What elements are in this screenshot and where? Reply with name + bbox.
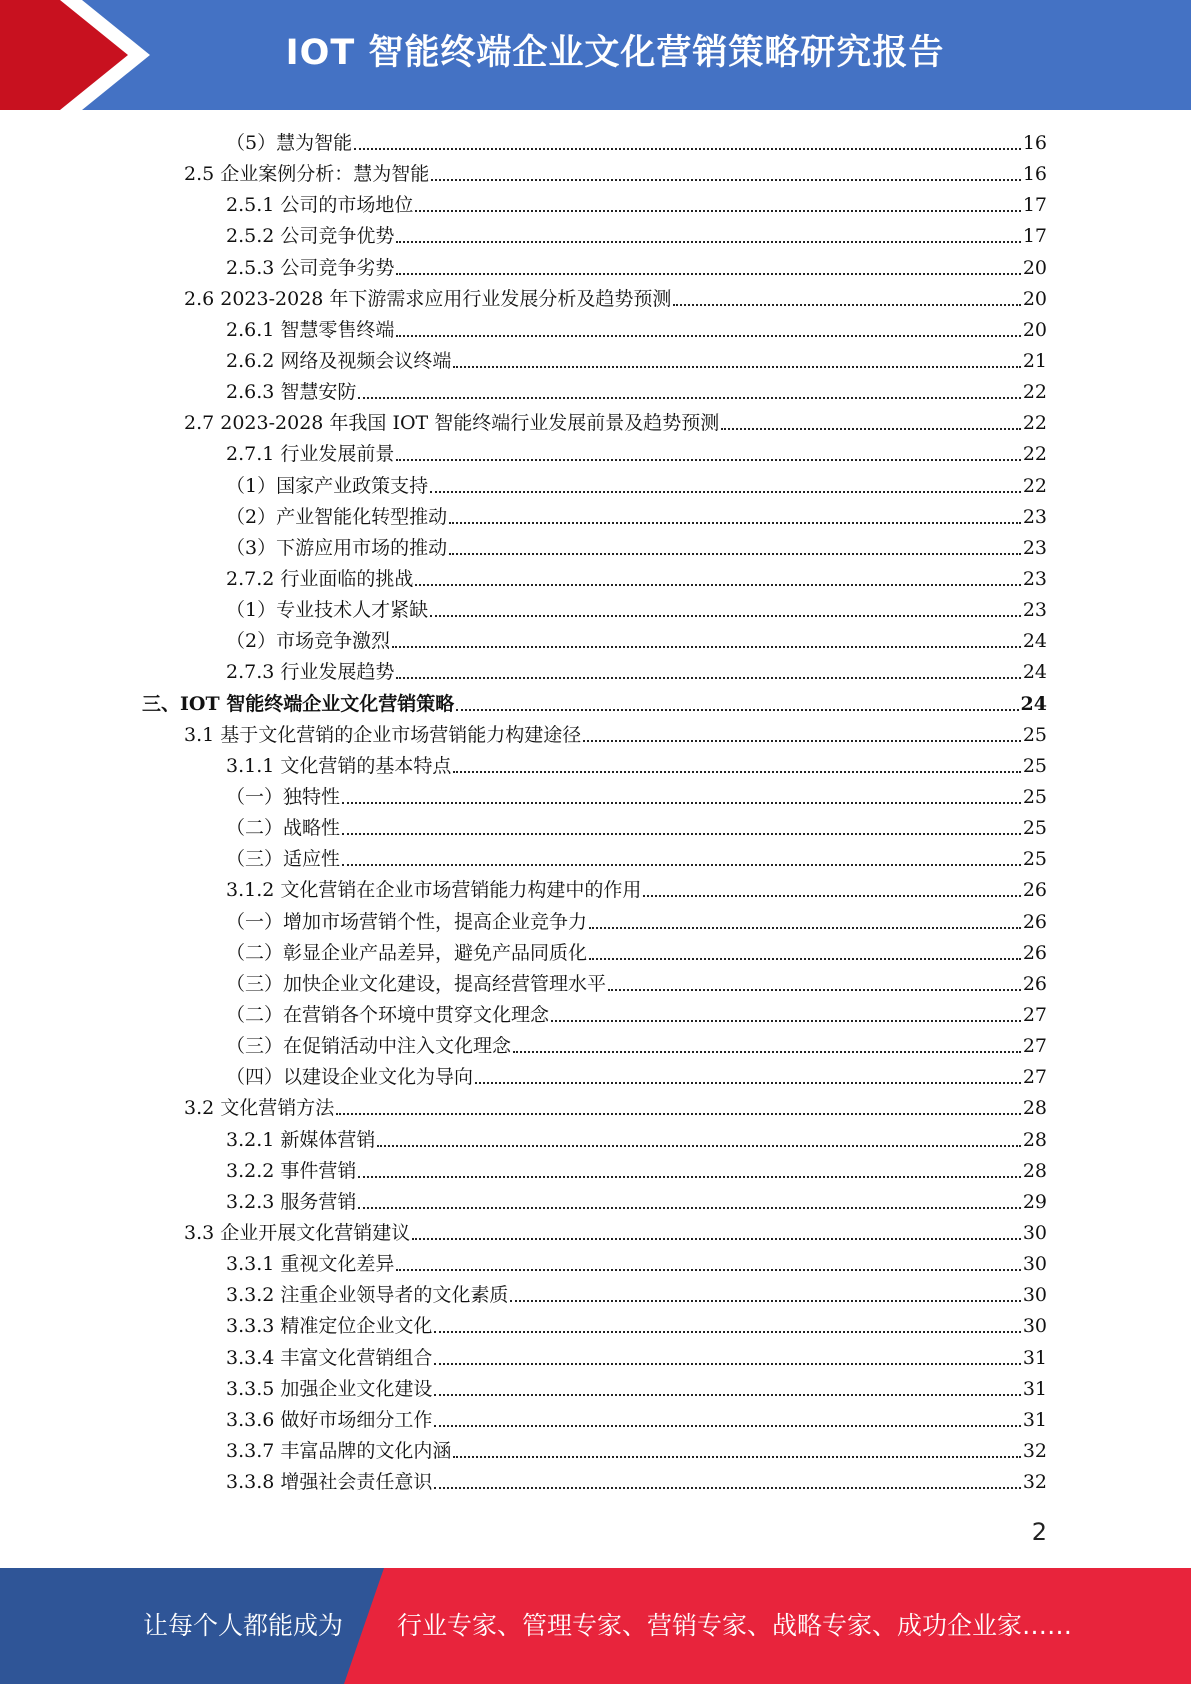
toc-entry-page: 27 [1022,1035,1047,1058]
toc-entry-title: 3.3.8 增强社会责任意识 [226,1471,433,1494]
toc-entry[interactable] [0,938,1191,969]
toc-entry[interactable] [0,284,1191,315]
toc-dot-leader [358,377,1020,408]
toc-entry[interactable] [0,315,1191,346]
toc-entry-title: 3.1.1 文化营销的基本特点 [226,754,452,777]
toc-entry-title: 3.3.1 重视文化差异 [226,1253,395,1276]
toc-entry-title: 2.5 企业案例分析：慧为智能 [184,163,430,186]
toc-entry[interactable] [0,1342,1191,1373]
toc-entry[interactable] [0,159,1191,190]
toc-entry-title: 2.7 2023-2028 年我国 IOT 智能终端行业发展前景及趋势预测 [184,412,720,435]
toc-entry[interactable] [0,253,1191,284]
page-header [0,0,1191,110]
toc-dot-leader [589,938,1021,969]
toc-dot-leader [475,1062,1021,1093]
toc-entry[interactable] [0,346,1191,377]
toc-dot-leader [377,1125,1020,1156]
toc-entry-title: （3）下游应用市场的推动 [226,536,448,559]
table-of-contents [0,128,1191,1498]
toc-entry[interactable] [0,1374,1191,1405]
toc-entry-title: 3.3.3 精准定位企业文化 [226,1315,433,1338]
toc-entry-title: 3.2.2 事件营销 [226,1159,357,1182]
toc-dot-leader [513,1031,1021,1062]
toc-entry[interactable] [0,1218,1191,1249]
toc-entry[interactable] [0,471,1191,502]
toc-entry[interactable] [0,408,1191,439]
toc-entry-page: 16 [1022,163,1047,186]
toc-dot-leader [434,1405,1020,1436]
toc-entry-title: 三、IOT 智能终端企业文化营销策略 [142,692,455,715]
toc-entry-page: 22 [1022,381,1047,404]
toc-entry-page: 17 [1022,225,1047,248]
toc-dot-leader [396,315,1020,346]
toc-dot-leader [336,1093,1021,1124]
toc-entry-page: 24 [1022,630,1047,653]
toc-entry[interactable] [0,657,1191,688]
toc-entry-title: 2.5.1 公司的市场地位 [226,194,414,217]
toc-entry-title: （三）加快企业文化建设，提高经营管理水平 [226,972,607,995]
toc-dot-leader [643,875,1020,906]
toc-entry-title: （一）增加市场营销个性，提高企业竞争力 [226,910,588,933]
toc-entry-page: 29 [1022,1190,1047,1213]
toc-entry-page: 25 [1022,848,1047,871]
toc-entry[interactable] [0,221,1191,252]
toc-entry-page: 30 [1022,1284,1047,1307]
toc-entry[interactable] [0,377,1191,408]
toc-entry-title: 2.6 2023-2028 年下游需求应用行业发展分析及趋势预测 [184,287,672,310]
toc-entry-page: 20 [1022,256,1047,279]
toc-entry-title: （四）以建设企业文化为导向 [226,1066,474,1089]
toc-dot-leader [430,471,1021,502]
toc-entry-title: （2）产业智能化转型推动 [226,505,448,528]
toc-dot-leader [449,533,1021,564]
toc-dot-leader [510,1280,1020,1311]
toc-entry-page: 25 [1022,817,1047,840]
toc-entry[interactable] [0,1000,1191,1031]
toc-entry-page: 25 [1022,723,1047,746]
toc-entry[interactable] [0,1280,1191,1311]
toc-entry-title: 3.1.2 文化营销在企业市场营销能力构建中的作用 [226,879,642,902]
toc-entry-page: 23 [1022,536,1047,559]
toc-entry-page: 26 [1022,972,1047,995]
toc-entry-page: 24 [1022,661,1047,684]
toc-entry-title: （二）彰显企业产品差异，避免产品同质化 [226,941,588,964]
toc-dot-leader [449,502,1021,533]
toc-dot-leader [358,1156,1020,1187]
toc-entry-title: （二）战略性 [226,817,341,840]
toc-entry-page: 25 [1022,786,1047,809]
toc-entry-title: 3.3.5 加强企业文化建设 [226,1377,433,1400]
toc-entry-title: 3.3.7 丰富品牌的文化内涵 [226,1439,452,1462]
toc-entry[interactable] [0,907,1191,938]
toc-entry[interactable] [0,439,1191,470]
toc-entry[interactable] [0,1311,1191,1342]
toc-entry-page: 23 [1022,568,1047,591]
toc-entry-page: 31 [1022,1346,1047,1369]
toc-entry-page: 24 [1020,692,1047,715]
toc-entry-page: 28 [1022,1128,1047,1151]
toc-dot-leader [415,564,1020,595]
toc-dot-leader [342,782,1021,813]
toc-entry[interactable] [0,564,1191,595]
toc-entry-page: 25 [1022,754,1047,777]
toc-entry-page: 20 [1022,318,1047,341]
toc-entry-page: 28 [1022,1159,1047,1182]
toc-dot-leader [396,1249,1020,1280]
toc-entry[interactable] [0,969,1191,1000]
toc-entry[interactable] [0,190,1191,221]
toc-entry-title: （1）专业技术人才紧缺 [226,599,429,622]
toc-entry-title: （三）适应性 [226,848,341,871]
toc-dot-leader [434,1467,1020,1498]
toc-entry-page: 23 [1022,505,1047,528]
toc-entry-page: 27 [1022,1004,1047,1026]
toc-entry-title: 2.5.3 公司竞争劣势 [226,256,395,279]
toc-entry[interactable] [0,1062,1191,1093]
toc-entry[interactable] [0,751,1191,782]
toc-dot-leader [354,128,1021,159]
toc-dot-leader [434,1311,1020,1342]
toc-entry-title: 3.2 文化营销方法 [184,1097,335,1120]
toc-entry-page: 27 [1022,1066,1047,1089]
toc-entry-page: 17 [1022,194,1047,217]
toc-entry-title: （1）国家产业政策支持 [226,474,429,497]
toc-entry-title: 3.1 基于文化营销的企业市场营销能力构建途径 [184,723,582,746]
toc-entry-page: 26 [1022,879,1047,902]
toc-entry[interactable] [0,502,1191,533]
toc-entry-page: 20 [1022,287,1047,310]
toc-entry-title: 2.6.1 智慧零售终端 [226,318,395,341]
toc-dot-leader [342,844,1021,875]
toc-entry-title: （一）独特性 [226,786,341,809]
toc-dot-leader [392,626,1021,657]
toc-entry-title: 2.5.2 公司竞争优势 [226,225,395,248]
toc-entry-title: 2.7.1 行业发展前景 [226,443,395,466]
toc-dot-leader [412,1218,1021,1249]
toc-entry-page: 30 [1022,1221,1047,1244]
toc-entry-page: 30 [1022,1315,1047,1338]
footer-slogan-left: 让每个人都能成为 [143,1611,344,1640]
toc-dot-leader [430,595,1021,626]
toc-entry-page: 16 [1022,132,1047,155]
toc-entry-title: 3.3.4 丰富文化营销组合 [226,1346,433,1369]
toc-dot-leader [396,253,1020,284]
toc-dot-leader [434,1343,1020,1374]
toc-dot-leader [396,657,1020,688]
toc-entry-title: 2.7.3 行业发展趋势 [226,661,395,684]
page-number: 2 [1031,1518,1047,1546]
toc-dot-leader [434,1374,1020,1405]
toc-entry[interactable] [0,1125,1191,1156]
toc-entry-title: （三）在促销活动中注入文化理念 [226,1035,512,1058]
toc-entry-title: 2.6.2 网络及视频会议终端 [226,350,452,373]
toc-entry-page: 26 [1022,941,1047,964]
toc-entry-title: （2）市场竞争激烈 [226,630,391,653]
toc-dot-leader [453,1436,1020,1467]
toc-dot-leader [551,1000,1021,1031]
toc-dot-leader [342,813,1021,844]
toc-entry[interactable] [0,813,1191,844]
toc-dot-leader [431,159,1021,190]
toc-dot-leader [415,190,1020,221]
toc-entry-title: 3.3.2 注重企业领导者的文化素质 [226,1284,509,1307]
toc-dot-leader [396,221,1020,252]
toc-entry[interactable] [0,1093,1191,1124]
toc-entry-page: 32 [1022,1471,1047,1494]
toc-entry[interactable] [0,782,1191,813]
toc-entry[interactable] [0,595,1191,626]
toc-dot-leader [358,1187,1020,1218]
toc-entry[interactable] [0,720,1191,751]
toc-dot-leader [673,284,1020,315]
toc-entry-page: 28 [1022,1097,1047,1120]
toc-entry[interactable] [0,1249,1191,1280]
toc-entry-page: 26 [1022,910,1047,933]
toc-entry-title: 3.3 企业开展文化营销建议 [184,1221,411,1244]
toc-entry[interactable] [0,1405,1191,1436]
toc-entry[interactable] [0,1156,1191,1187]
toc-entry-title: （5）慧为智能 [226,132,353,155]
toc-entry[interactable] [0,875,1191,906]
toc-dot-leader [396,439,1020,470]
toc-entry[interactable] [0,1436,1191,1467]
toc-entry-page: 30 [1022,1253,1047,1276]
toc-entry-title: 2.7.2 行业面临的挑战 [226,568,414,591]
toc-entry[interactable] [0,844,1191,875]
toc-entry[interactable] [0,626,1191,657]
toc-entry-title: 3.3.6 做好市场细分工作 [226,1408,433,1431]
toc-entry-page: 22 [1022,474,1047,497]
toc-entry[interactable] [0,1187,1191,1218]
toc-entry[interactable] [0,1031,1191,1062]
toc-entry[interactable] [0,689,1191,720]
toc-dot-leader [721,408,1021,439]
toc-entry-page: 31 [1022,1377,1047,1400]
toc-entry[interactable] [0,128,1191,159]
document-title: IOT 智能终端企业文化营销策略研究报告 [285,33,945,73]
toc-dot-leader [608,969,1021,1000]
footer-slogan-right: 行业专家、管理专家、营销专家、战略专家、成功企业家…… [397,1611,1073,1640]
toc-dot-leader [453,346,1020,377]
toc-entry-title: （二）在营销各个环境中贯穿文化理念 [226,1004,550,1026]
toc-entry-title: 3.2.3 服务营销 [226,1190,357,1213]
toc-entry-title: 2.6.3 智慧安防 [226,381,357,404]
toc-dot-leader [589,907,1021,938]
toc-dot-leader [583,720,1021,751]
toc-entry-page: 22 [1022,443,1047,466]
toc-entry-page: 31 [1022,1408,1047,1431]
page-footer [0,1568,1191,1684]
toc-dot-leader [456,689,1018,720]
toc-entry[interactable] [0,533,1191,564]
toc-entry-page: 21 [1022,350,1047,373]
toc-entry-page: 23 [1022,599,1047,622]
toc-entry-title: 3.2.1 新媒体营销 [226,1128,376,1151]
toc-entry[interactable] [0,1467,1191,1498]
toc-entry-page: 32 [1022,1439,1047,1462]
toc-entry-page: 22 [1022,412,1047,435]
toc-dot-leader [453,751,1020,782]
